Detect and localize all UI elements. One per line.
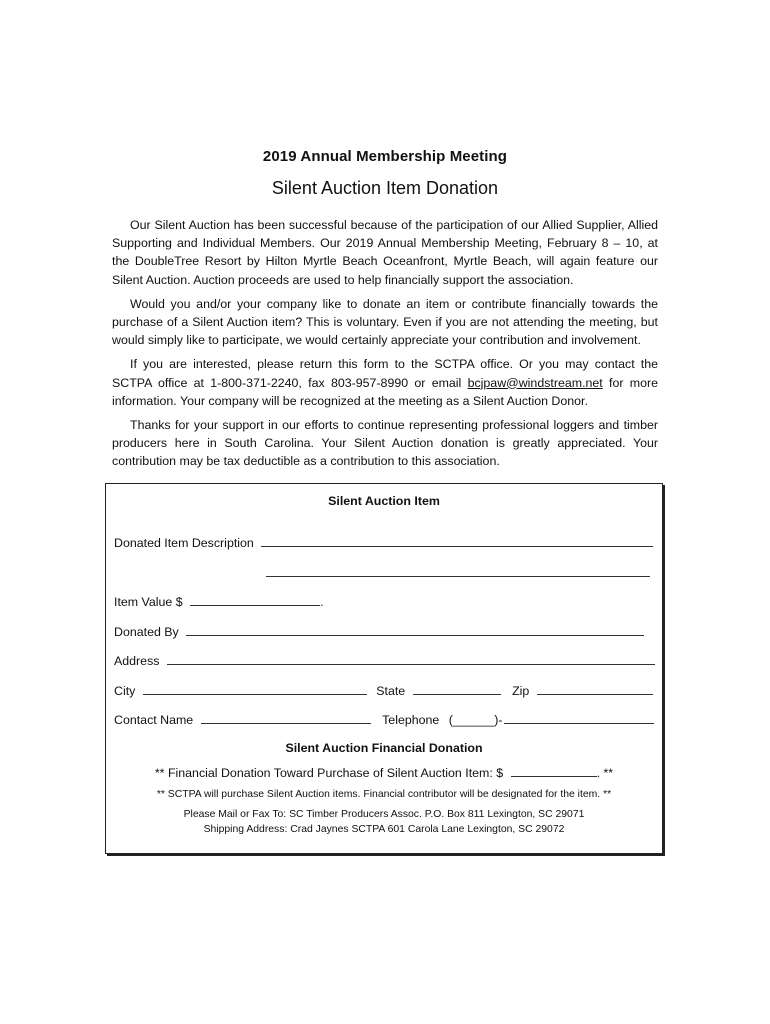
shipping-address: Shipping Address: Crad Jaynes SCTPA 601 Carola Lane Lexington, SC 29072 [203,824,565,835]
item-value-label: Item Value $ [114,595,183,609]
contact-name-field[interactable] [201,711,371,724]
intro-paragraph-1: Our Silent Auction has been successful because of the participation of our Allied Supplier, Allied Supporting and Individual Members. Our 2019 Annual Membership Meeting, February 8 – 10, at the DoubleTree Resort by Hilton Myrtle Beach Oceanfront, Myrtle Beach, will again feature our Silent Auction. Auction proceeds are used to help financially support the association. [112,218,658,287]
zip-field[interactable] [537,682,653,695]
city-state-zip-row [114,682,653,698]
financial-donation-field[interactable] [511,764,597,777]
financial-donation-label: ** Financial Donation Toward Purchase of Silent Auction Item: $ [154,766,504,780]
address-row [114,652,655,668]
contact-text-before: If you are interested, please return this form to the SCTPA office. Or you may contact the SCTPA office at 1-800-371-2240, fax 803-957-8990 or email [112,357,658,390]
donated-by-label: Donated By [114,625,179,639]
donated-by-row [114,623,644,639]
intro-paragraph-4: Thanks for your support in our efforts to continue representing professional loggers and timber producers here in South Carolina. Your Silent Auction donation is greatly appreciated. Your contribution may be tax deductible as a contribution to this association. [112,418,658,469]
contact-text-after: for more information. Your company will be recognized at the meeting as a Silent Auction Donor. [112,375,658,408]
description-row [114,534,653,550]
mail-fax-address: Please Mail or Fax To: SC Timber Producers Assoc. P.O. Box 811 Lexington, SC 29071 [183,809,585,820]
financial-donation-row [106,764,662,780]
city-label: City [114,684,136,698]
form-title: Silent Auction Item Donation [271,178,499,198]
intro-text [112,216,658,477]
state-label: State [376,684,406,698]
telephone-field[interactable] [504,711,654,724]
address-field[interactable] [167,652,655,665]
silent-auction-item-heading: Silent Auction Item [328,494,440,508]
zip-label: Zip [512,684,530,698]
city-field[interactable] [143,682,367,695]
contact-row [114,711,654,727]
address-label: Address [114,654,160,668]
item-value-row [114,593,324,609]
description-field-line-2[interactable] [266,564,650,577]
item-value-period: . [320,595,324,609]
email-link[interactable]: bcjpaw@windstream.net [467,375,603,390]
purchase-note: ** SCTPA will purchase Silent Auction items. Financial contributor will be designated for the item. ** [156,789,612,800]
meeting-title: 2019 Annual Membership Meeting [262,148,508,165]
telephone-label: Telephone [382,713,440,727]
donated-by-field[interactable] [186,623,644,636]
financial-donation-end: . ** [596,766,614,780]
item-value-field[interactable] [190,593,320,606]
telephone-area-code[interactable]: (______)- [448,713,503,727]
state-field[interactable] [413,682,501,695]
intro-paragraph-3 [112,355,658,410]
description-field-line-1[interactable] [261,534,653,547]
financial-donation-heading: Silent Auction Financial Donation [285,741,483,755]
contact-name-label: Contact Name [114,713,194,727]
description-row-2 [262,564,650,580]
donation-form-box [105,483,663,854]
description-label: Donated Item Description [114,536,254,550]
intro-paragraph-2: Would you and/or your company like to donate an item or contribute financially towards the purchase of a Silent Auction item? This is voluntary. Even if you are not attending the meeting, but would simply like to participate, we would certainly appreciate your contribution and involvement. [112,296,658,348]
